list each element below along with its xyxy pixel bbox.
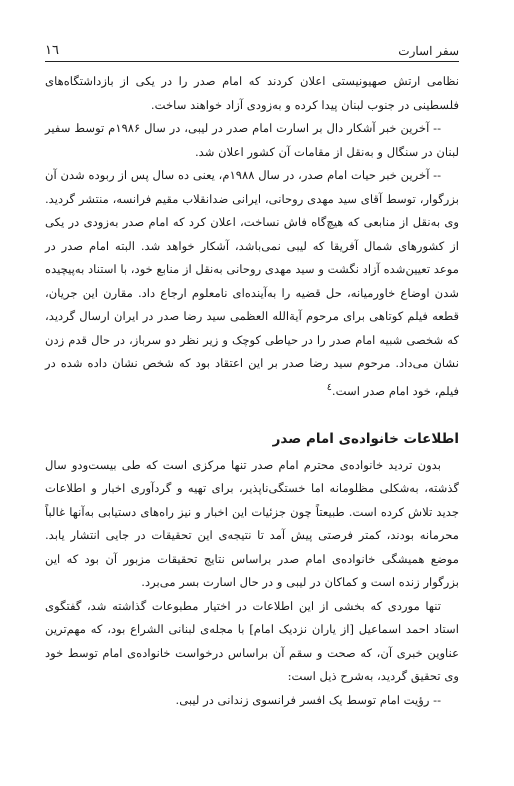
paragraph: -- آخرین خبر آشکار دال بر اسارت امام صدر در لیبی، در سال ۱۹۸۶م توسط سفیر لبنان در سنگال و به‌نقل از مقامات آن کشور اعلان شد. <box>45 121 459 159</box>
page-body <box>45 70 459 712</box>
paragraph-text: -- آخرین خبر حیات امام صدر، در سال ۱۹۸۸م، یعنی ده سال پس از ربوده شدن آن بزرگوار، توسط آقای سید مهدی روحانی، ایرانی ضدانقلاب مقیم فرانسه، منتشر گردید. وی به‌نقل از منابعی که هیچ‌گاه فاش نساخت، اعلان کرد که امام صدر به‌زودی در یکی از کشورهای شمال آفریقا که لیبی نمی‌باشد، آشکار خواهد شد. البته امام صدر در موعد تعیین‌شده آزاد نگشت و سید مهدی روحانی به‌نقل از منابع خود، با استناد به‌پیچیده شدن اوضاع خاورمیانه، حل قضیه را به‌آینده‌ای نامعلوم ارجاع داد. مقارن این جریان، قطعه فیلم کوتاهی برای مرحوم آیةالله العظمی سید رضا صدر در ایران ارسال گردید، که شخصی شبیه امام صدر را در حیاطی کوچک و زیر نظر دو سرباز، در حال قدم زدن نشان می‌داد. مرحوم سید رضا صدر بر این اعتقاد بود که شخص نشان داده شده در فیلم، خود امام صدر است. <box>45 168 459 398</box>
footnote-marker: ٤ <box>326 381 332 393</box>
paragraph-continued: نظامی ارتش صهیونیستی اعلان کردند که امام صدر را در یکی از بازداشتگاه‌های فلسطینی در جنوب لبنان پیدا کرده و به‌زودی آزاد خواهند ساخت. <box>45 74 459 112</box>
paragraph: -- رؤیت امام توسط یک افسر فرانسوی زندانی در لیبی. <box>175 692 441 707</box>
page-header <box>45 40 459 62</box>
paragraph: بدون تردید خانواده‌ی محترم امام صدر تنها مرکزی است که طی بیست‌ودو سال گذشته، به‌شکلی مظلومانه اما خستگی‌ناپذیر، برای تهیه و گردآوری اخبار و اطلاعات جدید تلاش کرده است. طبیعتاً چون جزئیات این اخبار و نیز راه‌های دستیابی به‌آنها غالباً محرمانه بودند، کمتر فرصتی پیش آمد تا نتیجه‌ی این تحقیقات در جایی انتشار یابد. موضع همیشگی خانواده‌ی امام صدر براساس نتایج تحقیقات مزبور آن بود که این بزرگوار زنده است و کماکان در لیبی و در حال اسارت بسر می‌برد. <box>45 457 459 590</box>
paragraph: تنها موردی که بخشی از این اطلاعات در اختیار مطبوعات گذاشته شد، گفتگوی استاد احمد اسماعیل [از یاران نزدیک امام] با مجله‌ی لبنانی الشراع بود، که مهم‌ترین عناوین خبری آن، که صحت و سقم آن براساس درخواست خانواده‌ی امام توسط خود وی تحقیق گردید، به‌شرح ذیل است: <box>45 598 459 684</box>
section-gap <box>45 403 459 426</box>
paragraph <box>45 164 459 403</box>
page-number: ١٦ <box>45 43 59 58</box>
running-title: سفر اسارت <box>398 44 459 58</box>
section-heading: اطلاعات خانواده‌ی امام صدر <box>272 430 459 447</box>
